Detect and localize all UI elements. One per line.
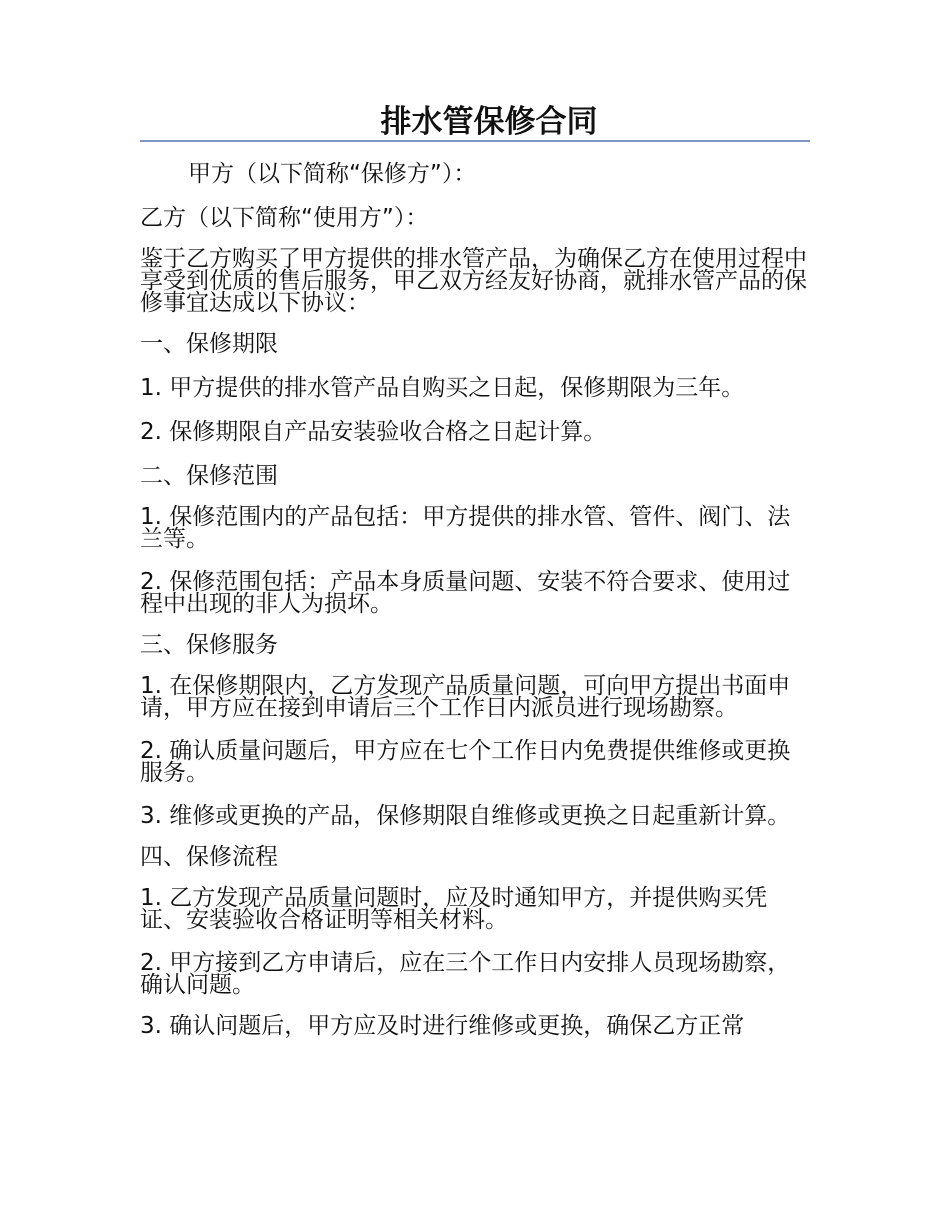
clause-4-3: 3. 确认问题后，甲方应及时进行维修或更换，确保乙方正常 [140, 1013, 745, 1039]
document-body [140, 152, 812, 1048]
clause-1-1: 1. 甲方提供的排水管产品自购买之日起，保修期限为三年。 [140, 375, 745, 401]
title-block [140, 100, 810, 142]
document-title: 排水管保修合同 [380, 104, 598, 140]
clause-2-2: 2. 保修范围包括：产品本身质量问题、安装不符合要求、使用过程中出现的非人为损坏。 [140, 569, 791, 617]
clause-1-2: 2. 保修期限自产品安装验收合格之日起计算。 [140, 419, 607, 445]
clause-4-2: 2. 甲方接到乙方申请后，应在三个工作日内安排人员现场勘察，确认问题。 [140, 950, 791, 998]
section-heading-3: 三、保修服务 [140, 632, 278, 658]
section-heading-4: 四、保修流程 [140, 844, 278, 870]
party-a-line: 甲方（以下简称“保修方”）： [188, 161, 477, 187]
party-b-line: 乙方（以下简称“使用方”）： [140, 205, 429, 231]
preamble-paragraph: 鉴于乙方购买了甲方提供的排水管产品，为确保乙方在使用过程中享受到优质的售后服务，甲乙双方经友好协商，就排水管产品的保修事宜达成以下协议： [140, 246, 807, 316]
section-heading-2: 二、保修范围 [140, 463, 278, 489]
section-heading-1: 一、保修期限 [140, 331, 278, 357]
clause-4-1: 1. 乙方发现产品质量问题时，应及时通知甲方，并提供购买凭证、安装验收合格证明等相关材料。 [140, 885, 768, 933]
clause-3-2: 2. 确认质量问题后，甲方应在七个工作日内免费提供维修或更换服务。 [140, 738, 791, 786]
clause-3-1: 1. 在保修期限内，乙方发现产品质量问题，可向甲方提出书面申请，甲方应在接到申请后三个工作日内派员进行现场勘察。 [140, 673, 791, 721]
clause-2-1: 1. 保修范围内的产品包括：甲方提供的排水管、管件、阀门、法兰等。 [140, 504, 791, 552]
clause-3-3: 3. 维修或更换的产品，保修期限自维修或更换之日起重新计算。 [140, 803, 791, 829]
